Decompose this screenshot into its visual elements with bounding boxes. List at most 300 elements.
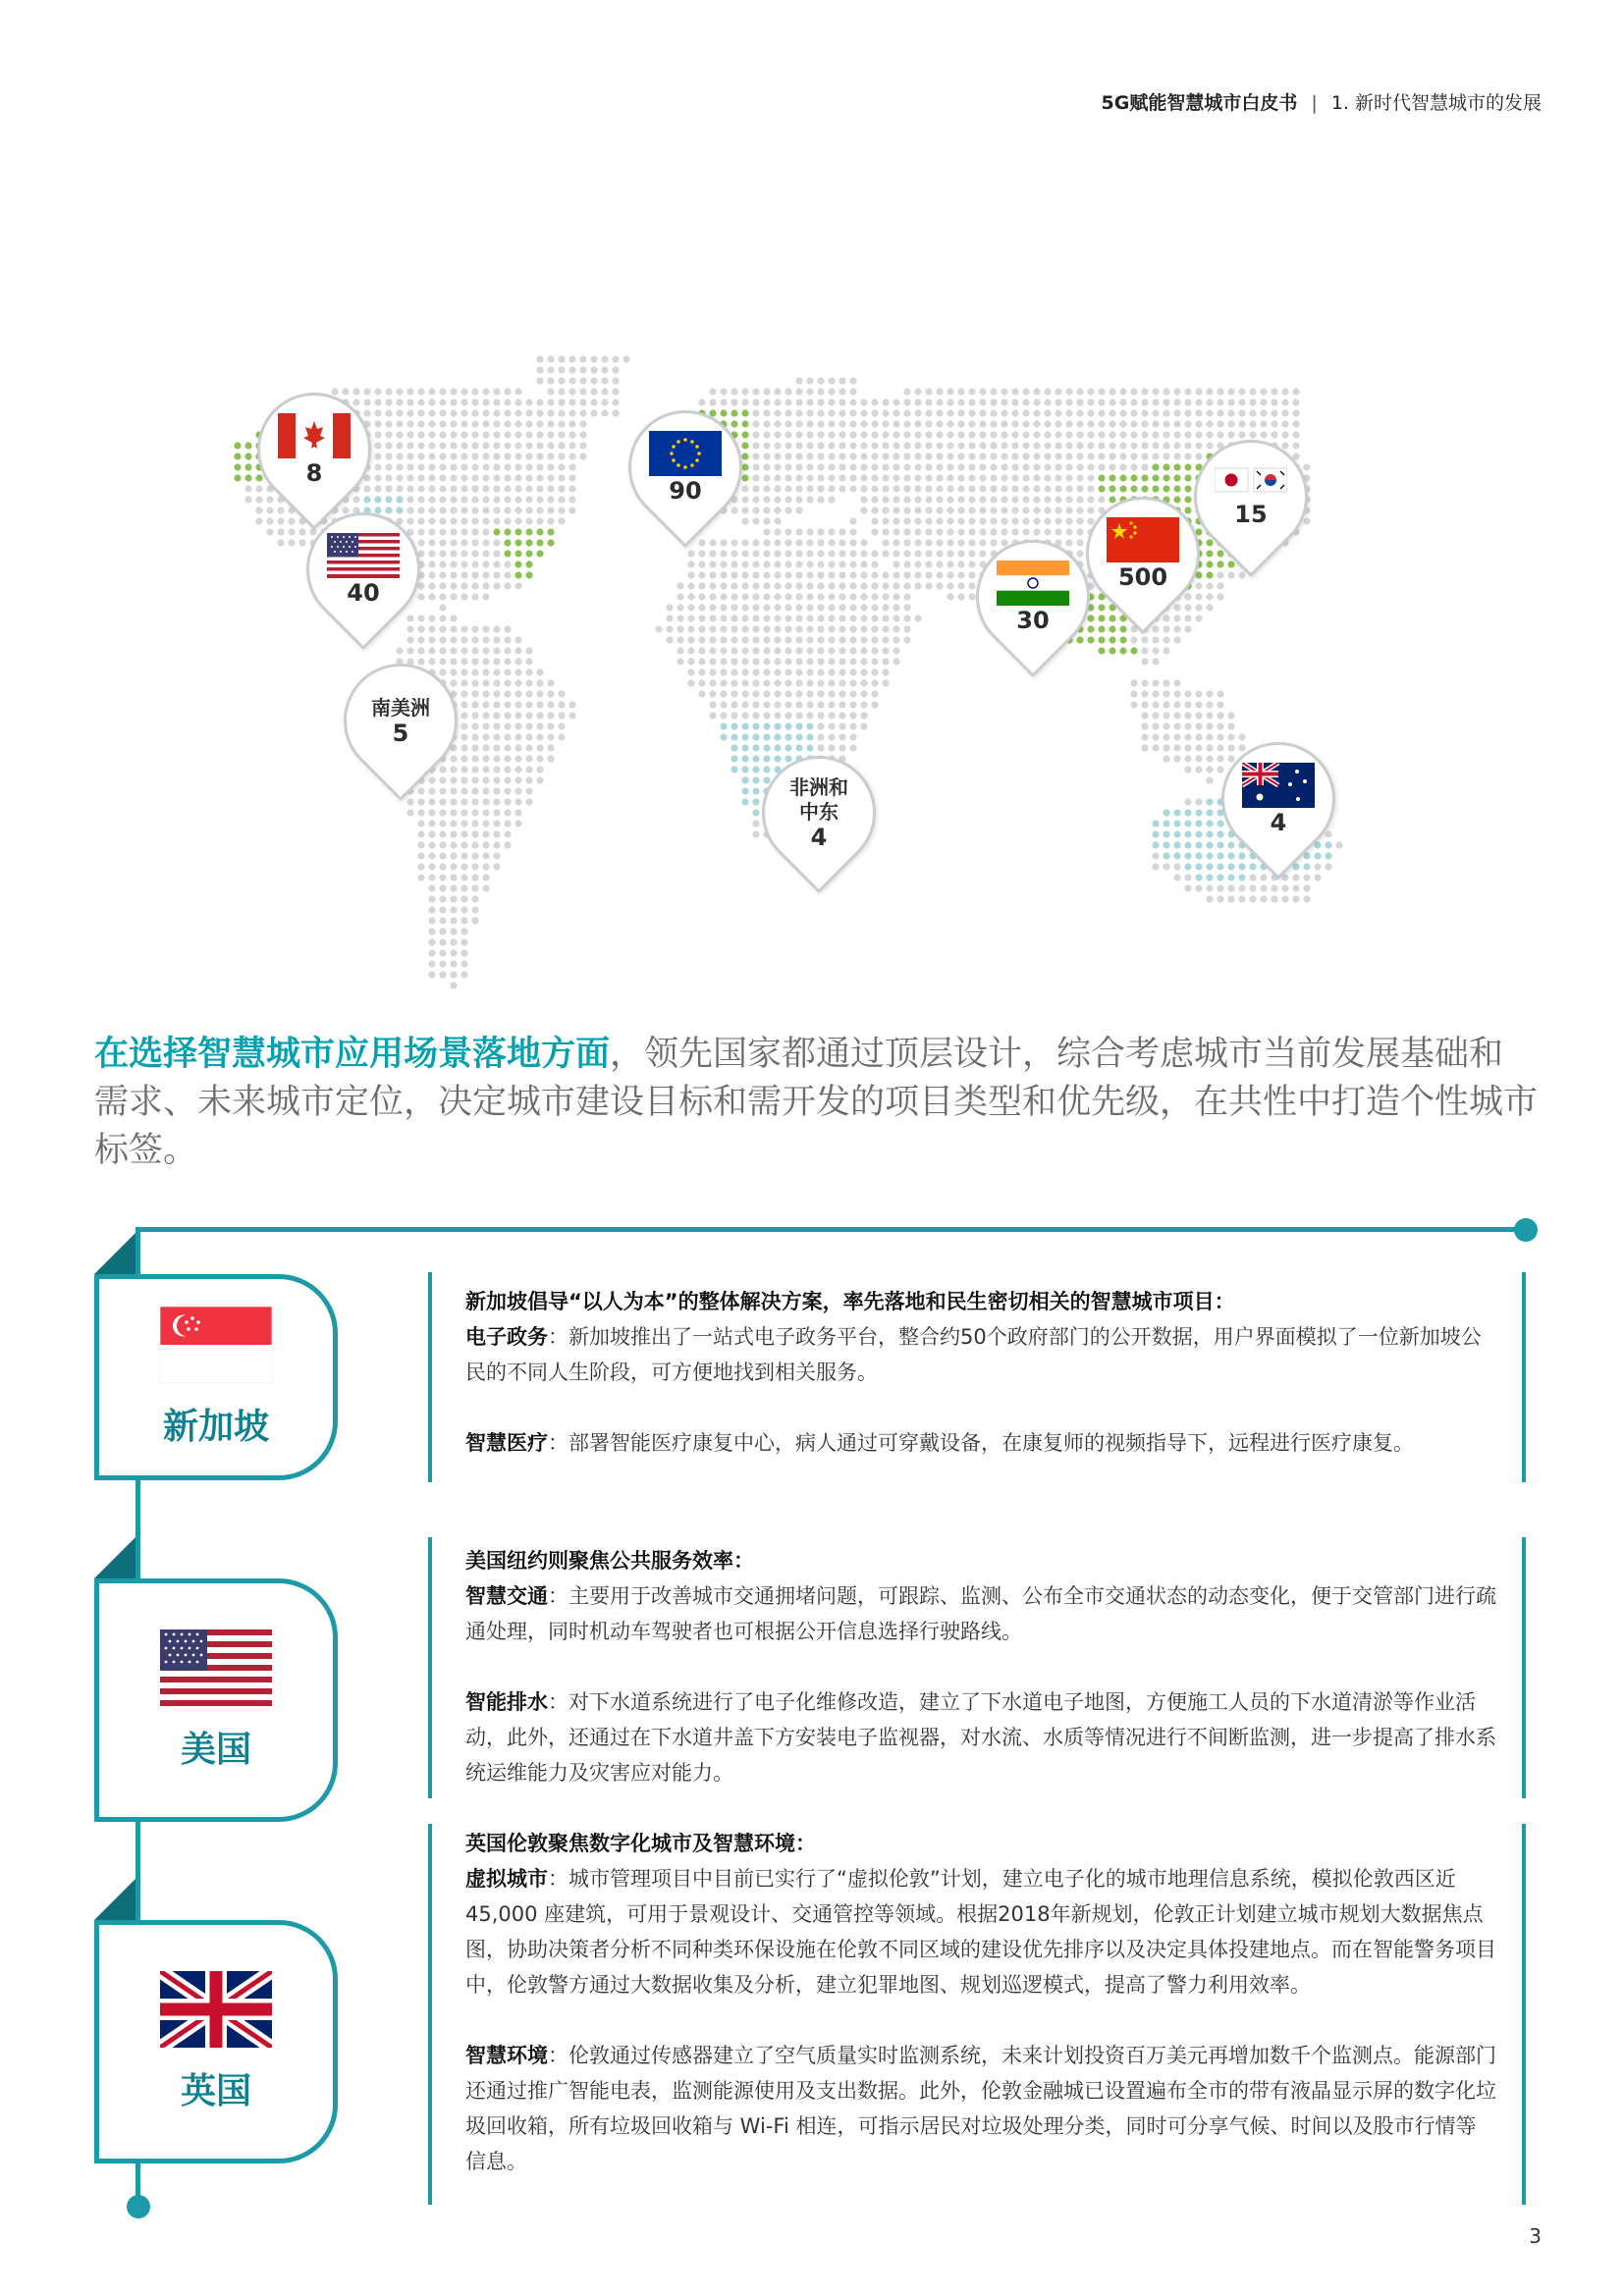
- map-dot: [471, 388, 478, 395]
- map-dot: [1087, 625, 1094, 632]
- map-dot: [795, 733, 802, 740]
- map-dot: [752, 690, 759, 697]
- map-dot: [525, 442, 532, 449]
- map-dot: [979, 388, 986, 395]
- map-dot: [450, 474, 457, 481]
- map-dot: [817, 636, 824, 643]
- map-dot: [720, 561, 727, 567]
- map-dot: [785, 442, 791, 449]
- map-dot: [1173, 809, 1180, 816]
- case-item-title: 智慧交通: [465, 1584, 548, 1608]
- map-dot: [244, 474, 251, 481]
- map-dot: [882, 453, 889, 459]
- map-dot: [968, 539, 975, 546]
- map-dot: [839, 658, 845, 665]
- map-dot: [806, 463, 813, 470]
- map-dot: [1184, 690, 1191, 697]
- map-dot: [785, 582, 791, 589]
- map-dot: [428, 474, 435, 481]
- map-dot: [396, 399, 403, 405]
- map-dot: [903, 614, 910, 621]
- map-dot: [439, 442, 446, 449]
- map-dot: [979, 431, 986, 438]
- map-dot: [882, 431, 889, 438]
- map-dot: [763, 593, 770, 600]
- map-dot: [1141, 474, 1148, 481]
- map-dot: [677, 625, 683, 632]
- map-dot: [1195, 399, 1202, 405]
- map-dot: [460, 766, 467, 773]
- map-dot: [439, 787, 446, 794]
- map-dot: [406, 496, 413, 503]
- map-dot: [785, 636, 791, 643]
- map-dot: [471, 517, 478, 524]
- map-dot: [1141, 690, 1148, 697]
- map-dot: [903, 528, 910, 535]
- map-dot: [752, 420, 759, 427]
- map-dot: [1238, 399, 1245, 405]
- map-dot: [936, 388, 943, 395]
- map-dot: [914, 463, 921, 470]
- map-dot: [471, 712, 478, 719]
- map-dot: [839, 571, 845, 578]
- map-dot: [957, 474, 964, 481]
- map-dot: [720, 636, 727, 643]
- map-dot: [882, 399, 889, 405]
- map-dot: [460, 863, 467, 870]
- map-dot: [882, 442, 889, 449]
- map-dot: [903, 409, 910, 416]
- map-dot: [720, 399, 727, 405]
- map-dot: [504, 733, 511, 740]
- map-dot: [1163, 679, 1169, 686]
- map-dot: [1141, 420, 1148, 427]
- map-dot: [990, 453, 997, 459]
- map-dot: [514, 582, 521, 589]
- map-dot: [893, 453, 899, 459]
- map-dot: [460, 625, 467, 632]
- map-dot: [785, 744, 791, 751]
- map-dot: [893, 539, 899, 546]
- map-dot: [1152, 841, 1159, 848]
- map-dot: [817, 744, 824, 751]
- map-dot: [406, 409, 413, 416]
- map-dot: [947, 528, 953, 535]
- map-dot: [957, 453, 964, 459]
- map-dot: [1184, 809, 1191, 816]
- card-fold-decoration: [94, 1233, 135, 1274]
- map-dot: [731, 550, 737, 557]
- map-dot: [288, 517, 295, 524]
- map-dot: [396, 431, 403, 438]
- map-dot: [1119, 625, 1126, 632]
- map-dot: [1206, 399, 1213, 405]
- map-dot: [1206, 431, 1213, 438]
- map-dot: [493, 820, 500, 827]
- map-dot: [471, 906, 478, 913]
- map-dot: [752, 755, 759, 762]
- map-dot: [471, 409, 478, 416]
- map-dot: [504, 787, 511, 794]
- map-dot: [471, 690, 478, 697]
- map-dot: [1119, 453, 1126, 459]
- map-dot: [1163, 733, 1169, 740]
- map-dot: [860, 668, 867, 675]
- map-dot: [839, 614, 845, 621]
- map-dot: [774, 453, 781, 459]
- map-dot: [882, 517, 889, 524]
- map-dot: [817, 701, 824, 708]
- map-dot: [1098, 625, 1105, 632]
- map-dot: [298, 528, 305, 535]
- map-dot: [1271, 431, 1277, 438]
- map-dot: [720, 593, 727, 600]
- map-dot: [536, 496, 543, 503]
- map-dot: [536, 690, 543, 697]
- map-dot: [568, 388, 575, 395]
- map-dot: [1087, 463, 1094, 470]
- map-dot: [460, 431, 467, 438]
- map-dot: [525, 453, 532, 459]
- map-dot: [493, 431, 500, 438]
- map-dot: [1217, 399, 1223, 405]
- map-dot: [504, 830, 511, 837]
- map-dot: [882, 593, 889, 600]
- map-dot: [504, 766, 511, 773]
- map-dot: [1249, 431, 1256, 438]
- map-dot: [1141, 636, 1148, 643]
- map-dot: [460, 895, 467, 902]
- map-dot: [752, 809, 759, 816]
- map-dot: [450, 485, 457, 492]
- map-dot: [1314, 863, 1321, 870]
- map-dot: [504, 722, 511, 729]
- map-dot: [1217, 830, 1223, 837]
- map-dot: [1152, 485, 1159, 492]
- map-dot: [460, 830, 467, 837]
- map-dot: [525, 561, 532, 567]
- map-dot: [1206, 604, 1213, 611]
- map-dot: [828, 647, 835, 654]
- map-dot: [817, 593, 824, 600]
- map-dot: [482, 668, 489, 675]
- map-dot: [1195, 712, 1202, 719]
- map-dot: [525, 798, 532, 805]
- pin-value: 30: [1016, 607, 1050, 634]
- map-dot: [1184, 701, 1191, 708]
- map-dot: [774, 604, 781, 611]
- map-dot: [460, 539, 467, 546]
- map-dot: [1195, 431, 1202, 438]
- map-dot: [1314, 874, 1321, 881]
- map-dot: [558, 399, 565, 405]
- map-dot: [450, 787, 457, 794]
- map-dot: [795, 485, 802, 492]
- map-dot: [1206, 701, 1213, 708]
- map-dot: [1227, 388, 1234, 395]
- map-dot: [1087, 453, 1094, 459]
- map-dot: [536, 668, 543, 675]
- map-dot: [795, 496, 802, 503]
- map-dot: [1206, 561, 1213, 567]
- map-dot: [482, 485, 489, 492]
- map-dot: [1184, 852, 1191, 859]
- map-dot: [547, 453, 554, 459]
- map-dot: [417, 874, 424, 881]
- map-dot: [1152, 830, 1159, 837]
- map-dot: [439, 798, 446, 805]
- map-dot: [741, 668, 748, 675]
- map-dot: [1238, 895, 1245, 902]
- map-dot: [536, 517, 543, 524]
- map-dot: [1249, 884, 1256, 891]
- map-dot: [428, 884, 435, 891]
- map-dot: [385, 485, 392, 492]
- map-dot: [882, 507, 889, 513]
- map-dot: [514, 701, 521, 708]
- map-dot: [1098, 431, 1105, 438]
- map-dot: [471, 485, 478, 492]
- map-dot: [947, 550, 953, 557]
- map-dot: [1163, 647, 1169, 654]
- map-dot: [471, 701, 478, 708]
- page-number: 3: [1529, 2224, 1542, 2248]
- map-dot: [957, 409, 964, 416]
- map-dot: [882, 614, 889, 621]
- map-dot: [1076, 420, 1083, 427]
- map-dot: [839, 593, 845, 600]
- map-dot: [450, 895, 457, 902]
- map-dot: [947, 453, 953, 459]
- map-dot: [731, 636, 737, 643]
- map-dot: [774, 496, 781, 503]
- map-dot: [1001, 496, 1007, 503]
- map-dot: [482, 463, 489, 470]
- map-dot: [709, 388, 716, 395]
- map-dot: [903, 474, 910, 481]
- map-dot: [860, 539, 867, 546]
- map-dot: [482, 582, 489, 589]
- map-dot: [752, 744, 759, 751]
- map-dot: [979, 485, 986, 492]
- map-dot: [990, 399, 997, 405]
- map-dot: [493, 755, 500, 762]
- map-dot: [677, 582, 683, 589]
- map-dot: [460, 938, 467, 945]
- map-dot: [579, 453, 586, 459]
- map-dot: [514, 453, 521, 459]
- map-dot: [893, 593, 899, 600]
- map-dot: [720, 733, 727, 740]
- map-dot: [795, 431, 802, 438]
- map-dot: [936, 571, 943, 578]
- map-dot: [860, 647, 867, 654]
- map-dot: [547, 399, 554, 405]
- map-dot: [493, 679, 500, 686]
- map-dot: [860, 474, 867, 481]
- map-dot: [482, 744, 489, 751]
- map-dot: [752, 550, 759, 557]
- map-dot: [914, 561, 921, 567]
- map-dot: [860, 614, 867, 621]
- map-dot: [428, 787, 435, 794]
- map-dot: [968, 496, 975, 503]
- map-dot: [677, 636, 683, 643]
- map-dot: [893, 528, 899, 535]
- map-dot: [1055, 485, 1061, 492]
- map-dot: [396, 453, 403, 459]
- map-dot: [839, 582, 845, 589]
- map-dot: [774, 744, 781, 751]
- map-dot: [460, 409, 467, 416]
- map-dot: [1217, 895, 1223, 902]
- map-dot: [1076, 528, 1083, 535]
- map-dot: [817, 442, 824, 449]
- map-dot: [709, 701, 716, 708]
- map-dot: [406, 809, 413, 816]
- map-dot: [698, 399, 705, 405]
- map-dot: [471, 668, 478, 675]
- map-dot: [806, 539, 813, 546]
- map-dot: [568, 420, 575, 427]
- map-dot: [1109, 442, 1115, 449]
- map-dot: [903, 561, 910, 567]
- map-dot: [925, 431, 932, 438]
- map-dot: [1001, 485, 1007, 492]
- map-dot: [947, 399, 953, 405]
- map-dot: [860, 571, 867, 578]
- map-dot: [763, 561, 770, 567]
- map-dot: [428, 776, 435, 783]
- map-dot: [1184, 625, 1191, 632]
- map-dot: [752, 647, 759, 654]
- map-dot: [568, 463, 575, 470]
- map-dot: [450, 863, 457, 870]
- map-dot: [828, 528, 835, 535]
- map-dot: [428, 874, 435, 881]
- map-dot: [460, 787, 467, 794]
- map-dot: [385, 409, 392, 416]
- map-dot: [1260, 895, 1267, 902]
- map-dot: [741, 388, 748, 395]
- map-dot: [785, 550, 791, 557]
- map-dot: [785, 604, 791, 611]
- map-dot: [741, 507, 748, 513]
- map-dot: [1163, 841, 1169, 848]
- map-dot: [1206, 722, 1213, 729]
- map-dot: [396, 496, 403, 503]
- map-dot: [493, 496, 500, 503]
- map-dot: [785, 614, 791, 621]
- map-dot: [947, 593, 953, 600]
- map-dot: [525, 733, 532, 740]
- map-dot: [493, 485, 500, 492]
- map-dot: [1260, 884, 1267, 891]
- map-dot: [1292, 884, 1299, 891]
- map-dot: [1152, 701, 1159, 708]
- map-dot: [925, 550, 932, 557]
- map-dot: [925, 507, 932, 513]
- map-dot: [1227, 420, 1234, 427]
- map-dot: [774, 593, 781, 600]
- map-dot: [385, 474, 392, 481]
- map-dot: [1076, 431, 1083, 438]
- map-dot: [763, 744, 770, 751]
- map-dot: [828, 463, 835, 470]
- map-dot: [806, 474, 813, 481]
- map-dot: [860, 625, 867, 632]
- map-dot: [752, 701, 759, 708]
- map-dot: [439, 906, 446, 913]
- map-dot: [525, 528, 532, 535]
- map-dot: [795, 474, 802, 481]
- map-dot: [785, 528, 791, 535]
- map-dot: [536, 744, 543, 751]
- map-dot: [1173, 431, 1180, 438]
- map-dot: [849, 399, 856, 405]
- map-dot: [1195, 420, 1202, 427]
- map-dot: [752, 636, 759, 643]
- map-dot: [482, 776, 489, 783]
- map-dot: [1238, 409, 1245, 416]
- map-dot: [439, 949, 446, 956]
- map-dot: [731, 593, 737, 600]
- map-dot: [1303, 895, 1310, 902]
- map-dot: [1163, 453, 1169, 459]
- map-dot: [1184, 733, 1191, 740]
- map-dot: [547, 712, 554, 719]
- map-dot: [925, 528, 932, 535]
- map-dot: [839, 485, 845, 492]
- map-dot: [839, 701, 845, 708]
- map-dot: [428, 809, 435, 816]
- map-dot: [1163, 625, 1169, 632]
- map-dot: [1249, 399, 1256, 405]
- map-dot: [1119, 442, 1126, 449]
- map-dot: [568, 431, 575, 438]
- map-dot: [990, 507, 997, 513]
- map-dot: [1152, 852, 1159, 859]
- map-dot: [1206, 830, 1213, 837]
- map-dot: [417, 453, 424, 459]
- map-dot: [1044, 409, 1051, 416]
- map-dot: [1195, 614, 1202, 621]
- map-dot: [1065, 420, 1072, 427]
- case-heading: 美国纽约则聚焦公共服务效率：: [465, 1549, 754, 1573]
- map-dot: [741, 766, 748, 773]
- map-dot: [482, 690, 489, 697]
- map-dot: [1217, 841, 1223, 848]
- map-dot: [698, 582, 705, 589]
- map-dot: [1152, 431, 1159, 438]
- map-dot: [893, 474, 899, 481]
- map-dot: [1065, 442, 1072, 449]
- map-dot: [234, 453, 241, 459]
- map-dot: [504, 474, 511, 481]
- map-dot: [525, 787, 532, 794]
- map-dot: [396, 647, 403, 654]
- map-dot: [525, 550, 532, 557]
- map-dot: [1033, 420, 1040, 427]
- map-dot: [493, 712, 500, 719]
- map-dot: [471, 830, 478, 837]
- map-dot: [990, 463, 997, 470]
- map-dot: [590, 366, 597, 373]
- map-dot: [1217, 561, 1223, 567]
- map-dot: [460, 949, 467, 956]
- map-dot: [806, 712, 813, 719]
- map-dot: [817, 496, 824, 503]
